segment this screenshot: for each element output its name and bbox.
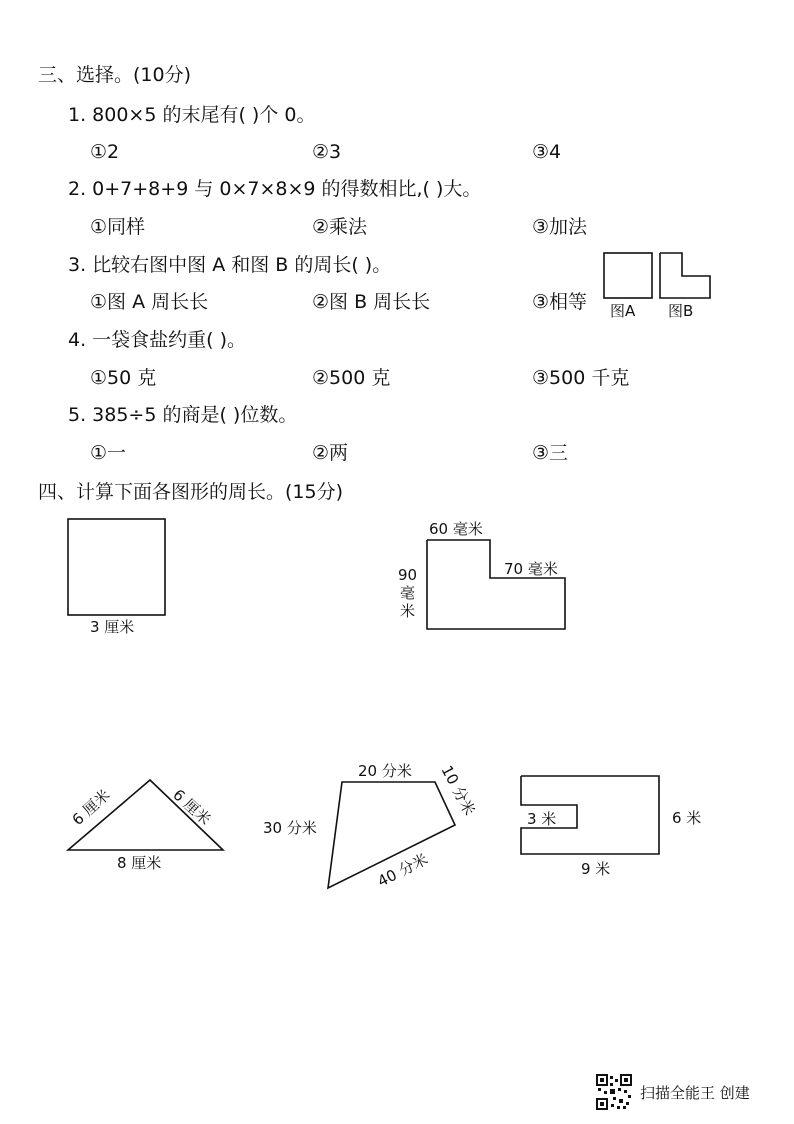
quad-top-label: 20 分米 <box>358 762 412 780</box>
question-5: 5. 385÷5 的商是( )位数。 <box>68 404 298 426</box>
q1-option-3: ③4 <box>532 141 562 163</box>
q5-option-1: ①一 <box>90 442 127 464</box>
quad-right-label: 10 分米 <box>437 762 479 819</box>
square-figure <box>60 512 180 637</box>
q1-option-2: ②3 <box>312 141 342 163</box>
q3-figures <box>600 250 720 322</box>
quadrilateral-figure <box>255 755 485 900</box>
section-4-title: 四、计算下面各图形的周长。(15分) <box>38 481 344 503</box>
q2-option-1: ①同样 <box>90 216 146 238</box>
l-shape-figure <box>392 512 582 637</box>
section-3-title: 三、选择。(10分) <box>38 64 192 86</box>
triangle-left-label: 6 厘米 <box>68 785 114 829</box>
triangle-figure <box>60 770 235 880</box>
question-4: 4. 一袋食盐约重( )。 <box>68 329 247 351</box>
q4-option-1: ①50 克 <box>90 367 157 389</box>
c-right-label: 6 米 <box>672 809 702 827</box>
c-bottom-label: 9 米 <box>581 860 611 878</box>
square-side-label: 3 厘米 <box>90 618 135 636</box>
square-shape <box>68 519 165 615</box>
l-shape <box>427 540 565 629</box>
figure-a-shape <box>604 253 652 298</box>
q4-option-3: ③500 千克 <box>532 367 630 389</box>
qr-code-icon <box>596 1074 632 1110</box>
l-side-label-num: 90 <box>398 566 418 584</box>
c-notch-label: 3 米 <box>527 810 557 828</box>
q3-option-2: ②图 B 周长长 <box>312 291 431 313</box>
figure-a-label: 图A <box>610 302 636 320</box>
footer-watermark-text: 扫描全能王 创建 <box>640 1084 750 1102</box>
q3-option-3: ③相等 <box>532 291 588 313</box>
figure-b-shape <box>660 253 710 298</box>
l-side-label-char2: 米 <box>400 602 416 620</box>
quad-left-label: 30 分米 <box>263 819 317 837</box>
q4-option-2: ②500 克 <box>312 367 391 389</box>
question-2: 2. 0+7+8+9 与 0×7×8×9 的得数相比,( )大。 <box>68 178 482 200</box>
triangle-bottom-label: 8 厘米 <box>117 854 162 872</box>
l-step-label: 70 毫米 <box>504 560 558 578</box>
c-shape-figure <box>515 770 715 885</box>
q1-option-1: ①2 <box>90 141 120 163</box>
figure-b-label: 图B <box>668 302 694 320</box>
q2-option-3: ③加法 <box>532 216 588 238</box>
q5-option-2: ②两 <box>312 442 349 464</box>
question-3: 3. 比较右图中图 A 和图 B 的周长( )。 <box>68 254 392 276</box>
triangle-right-label: 6 厘米 <box>169 785 215 829</box>
q5-option-3: ③三 <box>532 442 569 464</box>
q3-option-1: ①图 A 周长长 <box>90 291 209 313</box>
quad-bottom-label: 40 分米 <box>374 850 431 891</box>
question-1: 1. 800×5 的末尾有( )个 0。 <box>68 104 316 126</box>
q2-option-2: ②乘法 <box>312 216 368 238</box>
l-top-label: 60 毫米 <box>429 520 483 538</box>
l-side-label-char1: 毫 <box>400 584 416 602</box>
